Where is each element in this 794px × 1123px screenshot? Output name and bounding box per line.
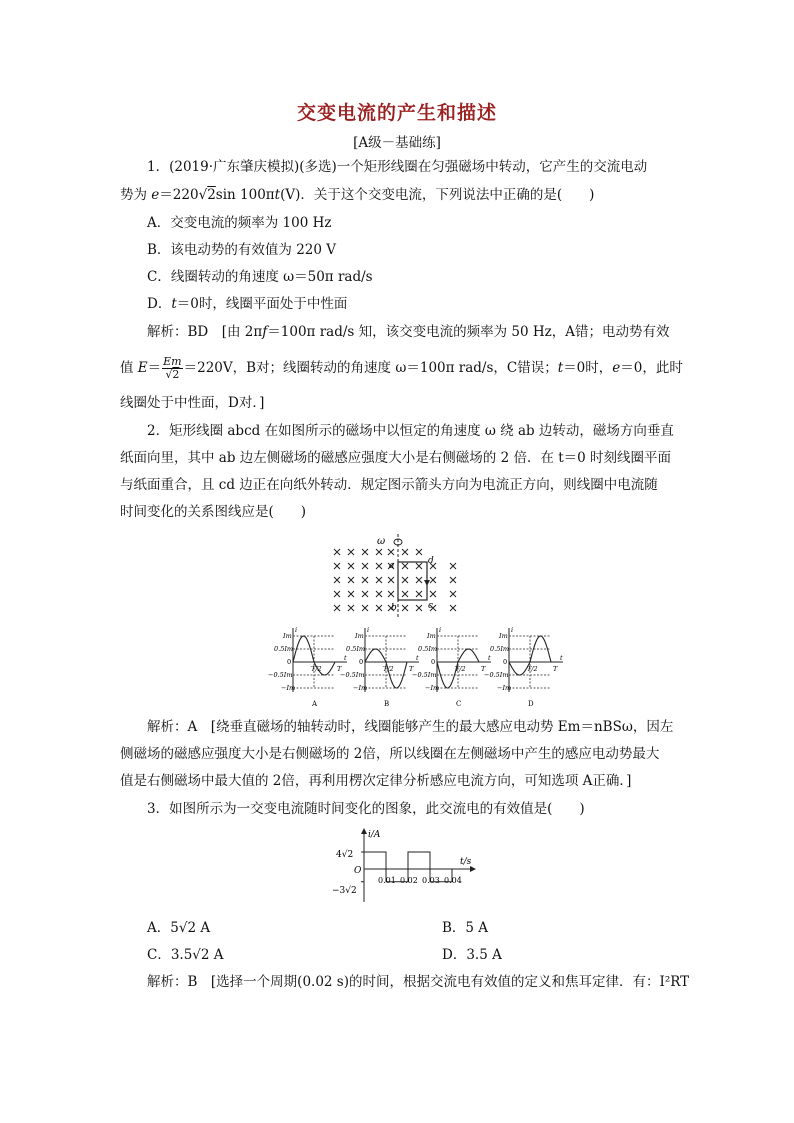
field-cross — [348, 591, 354, 597]
field-cross — [402, 563, 408, 569]
y-label-neg-half: −0.5Im — [412, 671, 437, 679]
y-label-neg-half: −0.5Im — [484, 671, 509, 679]
field-cross — [348, 549, 354, 555]
y-label-min: −Im — [497, 684, 512, 692]
period-label: T — [337, 665, 342, 673]
field-cross — [388, 577, 394, 583]
y-label-zero: 0 — [287, 658, 292, 666]
y-label-max: Im — [283, 632, 292, 640]
field-cross — [334, 577, 340, 583]
field-cross — [450, 563, 456, 569]
field-cross — [376, 605, 382, 611]
field-cross — [402, 549, 408, 555]
q3-option-c: C．3.5√2 A — [147, 947, 224, 963]
half-period-label: T/2 — [311, 665, 322, 673]
field-cross — [334, 563, 340, 569]
section-heading: [A级－基础练] — [353, 135, 441, 151]
field-cross — [362, 549, 368, 555]
period-label: T — [553, 665, 558, 673]
y-label-neg-half: −0.5Im — [268, 671, 293, 679]
field-cross — [450, 591, 456, 597]
q1-solution-1: 解析：BD [由 2πf＝100π rad/s 知，该交变电流的频率为 50 Hz，A错；电动势有效 — [147, 324, 670, 340]
field-cross — [402, 577, 408, 583]
q3-solution-1: 解析：B [选择一个周期(0.02 s)的时间，根据交流电有效值的定义和焦耳定律．有：I²RT — [147, 974, 690, 990]
q1-line-2: 势为 e＝220√2sin 100πt(V)．关于这个交变电流，下列说法中正确的是( ) — [120, 187, 595, 203]
y-bottom-label: −3√2 — [332, 886, 357, 896]
field-cross — [376, 563, 382, 569]
y-label-min: −Im — [425, 684, 440, 692]
x-tick-label: 0.03 — [422, 876, 440, 885]
field-cross — [376, 577, 382, 583]
q2-solution-2: 侧磁场的磁感应强度大小是右侧磁场的 2倍，所以线圈在左侧磁场中产生的感应电动势最大 — [120, 746, 660, 762]
half-period-label: T/2 — [455, 665, 466, 673]
field-cross — [376, 549, 382, 555]
field-cross — [402, 591, 408, 597]
q2-line-2: 纸面向里，其中 ab 边左侧磁场的磁感应强度大小是右侧磁场的 2 倍．在 t＝0 时刻线圈平面 — [120, 450, 672, 466]
x-tick-label: 0.02 — [400, 876, 418, 885]
y-label-max: Im — [499, 632, 508, 640]
y-label-zero: 0 — [503, 658, 508, 666]
y-label-min: −Im — [281, 684, 296, 692]
y-label-min: −Im — [353, 684, 368, 692]
axis-i-label: i — [295, 626, 298, 634]
field-cross — [334, 549, 340, 555]
q2-solution-3: 值是右侧磁场中最大值的 2倍，再利用楞次定律分析感应电流方向，可知选项 A正确．] — [120, 773, 632, 789]
y-label-max: Im — [355, 632, 364, 640]
corner-label-b: b — [391, 603, 397, 613]
axis-i-label: i — [367, 626, 370, 634]
corner-label-a: a — [389, 561, 395, 571]
answer-graphs — [265, 626, 565, 708]
graph-caption: C — [456, 700, 462, 708]
field-cross — [334, 591, 340, 597]
q3-option-d: D．3.5 A — [442, 947, 502, 963]
field-cross — [450, 577, 456, 583]
q1-solution-3: 线圈处于中性面，D对．] — [120, 395, 265, 411]
y-label-zero: 0 — [431, 658, 436, 666]
q1-option-a: A．交变电流的频率为 100 Hz — [147, 215, 332, 231]
q3-option-b: B．5 A — [442, 920, 489, 936]
field-cross — [376, 591, 382, 597]
axis-t-label: t — [416, 654, 419, 662]
y-label-zero: 0 — [359, 658, 364, 666]
y-label-half: 0.5Im — [274, 645, 294, 653]
field-cross — [388, 591, 394, 597]
field-cross — [430, 577, 436, 583]
q1-option-b: B．该电动势的有效值为 220 V — [147, 242, 337, 258]
omega-label: ω — [377, 536, 386, 547]
q3-option-a: A．5√2 A — [147, 920, 211, 936]
period-label: T — [409, 665, 414, 673]
field-cross — [362, 605, 368, 611]
field-cross — [362, 591, 368, 597]
axis-i-label: i — [511, 626, 514, 634]
graph-d — [484, 626, 563, 708]
field-cross — [348, 563, 354, 569]
graph-a — [268, 626, 347, 708]
y-label-half: 0.5Im — [418, 645, 438, 653]
axis-t-label: t — [344, 654, 347, 662]
x-axis-label: t/s — [460, 857, 472, 867]
field-cross — [416, 549, 422, 555]
q1-option-c: C．线圈转动的角速度 ω＝50π rad/s — [147, 269, 373, 285]
current-time-chart — [330, 826, 490, 906]
field-cross — [402, 605, 408, 611]
graph-caption: D — [528, 700, 534, 708]
y-axis-label: i/A — [368, 830, 381, 840]
origin-label: O — [354, 866, 362, 876]
corner-label-c: c — [428, 601, 434, 611]
magnetic-field-figure — [325, 532, 475, 620]
x-tick-label: 0.04 — [444, 876, 462, 885]
graph-caption: A — [312, 700, 318, 708]
q1-line-1: 1．(2019·广东肇庆模拟)(多选)一个矩形线圈在匀强磁场中转动，它产生的交流电动 — [147, 159, 648, 175]
q3-line-1: 3．如图所示为一交变电流随时间变化的图象，此交流电的有效值是( ) — [147, 801, 585, 817]
half-period-label: T/2 — [383, 665, 394, 673]
graph-c — [412, 626, 491, 708]
page-title: 交变电流的产生和描述 — [296, 102, 497, 124]
half-period-label: T/2 — [527, 665, 538, 673]
q2-solution-1: 解析：A [绕垂直磁场的轴转动时，线圈能够产生的最大感应电动势 Em＝nBSω，因左 — [147, 719, 674, 735]
corner-label-d: d — [428, 556, 434, 566]
axis-i-label: i — [439, 626, 442, 634]
x-tick-label: 0.01 — [378, 876, 396, 885]
field-cross — [416, 563, 422, 569]
graph-b — [340, 626, 419, 708]
axis-t-label: t — [488, 654, 491, 662]
field-cross — [416, 591, 422, 597]
field-cross — [348, 577, 354, 583]
period-label: T — [481, 665, 486, 673]
y-label-neg-half: −0.5Im — [340, 671, 365, 679]
field-cross — [362, 577, 368, 583]
field-cross — [416, 605, 422, 611]
field-cross — [430, 591, 436, 597]
y-label-max: Im — [427, 632, 436, 640]
axis-t-label: t — [560, 654, 563, 662]
field-cross — [362, 563, 368, 569]
graph-caption: B — [384, 700, 390, 708]
q1-option-d: D．t＝0时，线圈平面处于中性面 — [147, 296, 348, 312]
q1-solution-2: 值 E＝ $\frac{Em}{√2}$ ＝220V，B对；线圈转动的角速度 ω＝100π rad/s，C错误；t＝0时，e＝0，此时 — [120, 355, 683, 381]
field-cross — [348, 605, 354, 611]
field-cross — [388, 549, 394, 555]
q2-line-3: 与纸面重合，且 cd 边正在向纸外转动．规定图示箭头方向为电流正方向，则线圈中电流随 — [120, 477, 658, 493]
y-label-half: 0.5Im — [490, 645, 510, 653]
field-cross — [334, 605, 340, 611]
y-label-half: 0.5Im — [346, 645, 366, 653]
q2-line-4: 时间变化的关系图线应是( ) — [120, 504, 307, 520]
field-cross — [450, 605, 456, 611]
field-cross — [416, 577, 422, 583]
y-top-label: 4√2 — [336, 850, 354, 860]
q2-line-1: 2．矩形线圈 abcd 在如图所示的磁场中以恒定的角速度 ω 绕 ab 边转动，磁场方向垂直 — [147, 423, 674, 439]
